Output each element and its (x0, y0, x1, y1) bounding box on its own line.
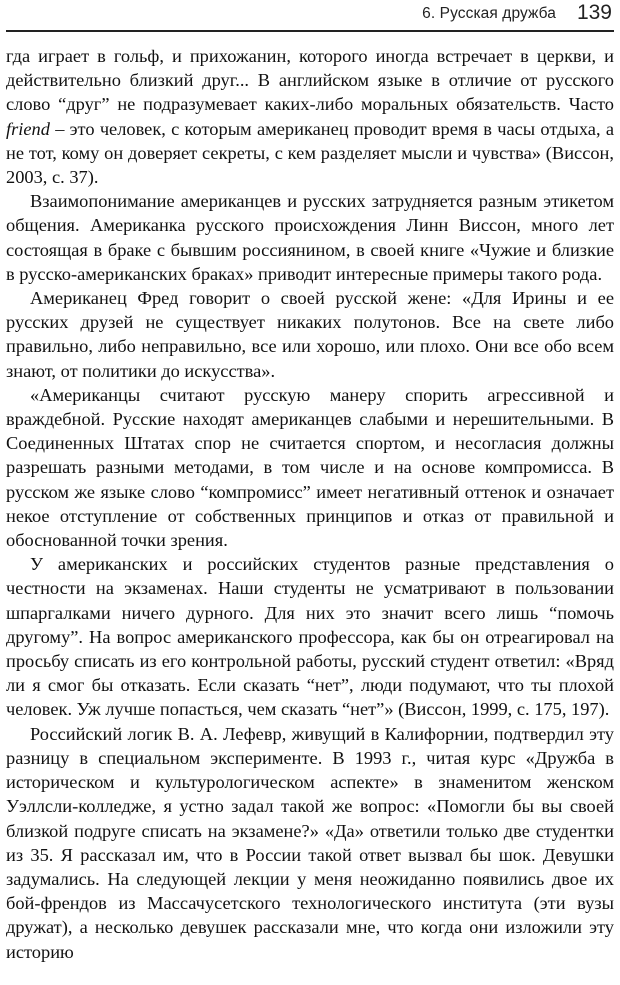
page-header (6, 0, 614, 32)
paragraph-continued (6, 44, 614, 189)
page-number: 139 (576, 1, 612, 24)
paragraph: «Американцы считают русскую манеру спорить агрессивной и враждебной. Русские находят американцев слабыми и нерешительными. В Соединенных Штатах спор не считается спортом, и несогласия должны разрешать разными методами, в том числе и на основе компромисса. В русском же языке слово “компромисс” имеет негативный оттенок и означает некое отступление от собственных принципов и отказ от правильной и обоснованной точки зрения. (6, 384, 614, 551)
paragraph-text: – это человек, с которым американец проводит время в часы отдыха, а не тот, кому он доверяет секреты, с кем разделяет мысли и чувства» (Виссон, 2003, с. 37). (6, 118, 614, 188)
running-head: 6. Русская дружба (422, 5, 556, 22)
italic-term: friend (6, 118, 50, 139)
paragraph-text: гда играет в гольф, и прихожанин, которого иногда встречает в церкви, и действительно близкий друг... В английском языке в отличие от русского слово “друг” не подразумевает каких-либо моральных обязательств. Часто (6, 46, 614, 115)
paragraph: Российский логик В. А. Лефевр, живущий в Калифорнии, подтвердил эту разницу в специальном эксперименте. В 1993 г., читая курс «Дружба в историческом и культурологическом аспекте» в знаменитом женском Уэллсли-колледже, я устно задал такой же вопрос: «Помогли бы вы своей близкой подруге списать на экзамене?» «Да» ответили только две студентки из 35. Я рассказал им, что в России такой ответ вызвал бы шок. Девушки задумались. На следующей лекции у меня неожиданно появились двое их бой-френдов из Массачусетского технологического института (эти вузы дружат), а несколько девушек рассказали мне, что когда они изложили эту историю (6, 723, 614, 962)
body-text (6, 44, 614, 964)
paragraph: Взаимопонимание американцев и русских затрудняется разным этикетом общения. Американка русского происхождения Линн Виссон, много лет состоящая в браке с бывшим россиянином, в своей книге «Чужие и близкие в русско-американских браках» приводит интересные примеры такого рода. (6, 191, 614, 284)
paragraph: У американских и российских студентов разные представления о честности на экзаменах. Наши студенты не усматривают в пользовании шпаргалками ничего дурного. Для них это значит всего лишь “помочь другому”. На вопрос американского профессора, как бы он отреагировал на просьбу списать из его контрольной работы, русский студент ответил: «Вряд ли я смог бы отказать. Если сказать “нет”, люди подумают, что ты плохой человек. Уж лучше попасться, чем сказать “нет”» (Виссон, 1999, с. 175, 197). (6, 554, 614, 720)
paragraph: Американец Фред говорит о своей русской жене: «Для Ирины и ее русских друзей не существует никаких полутонов. Все на свете либо правильно, либо неправильно, все или хорошо, или плохо. Они все обо всем знают, от политики до искусства». (6, 288, 614, 381)
